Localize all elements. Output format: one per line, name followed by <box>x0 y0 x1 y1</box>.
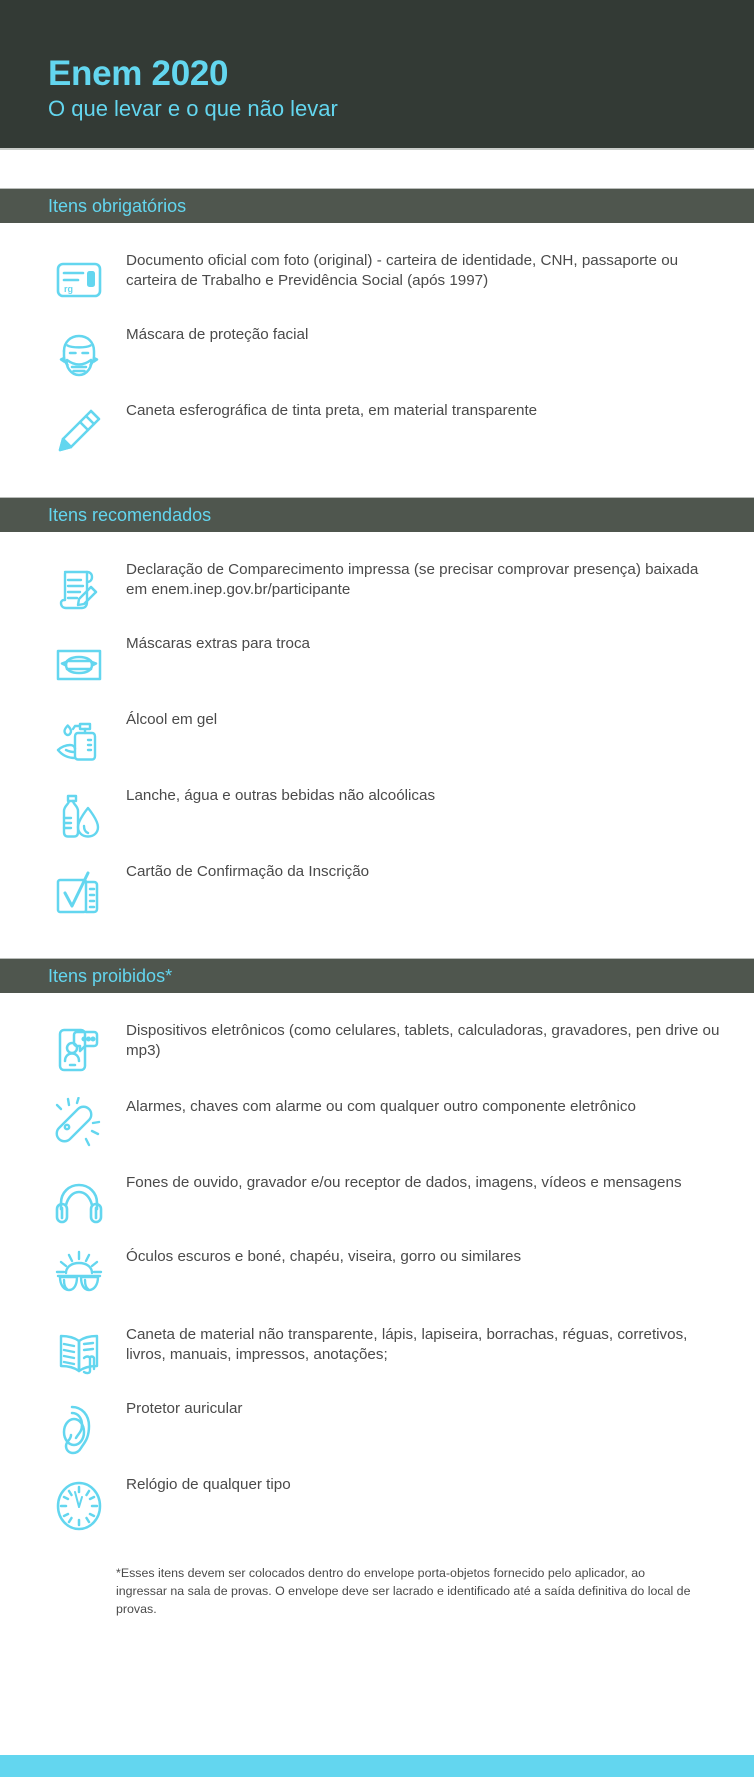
mask-box-icon <box>48 634 110 696</box>
alarm-bell-icon <box>48 1095 110 1157</box>
spacer <box>0 924 754 958</box>
item-list-recomendados <box>0 558 754 924</box>
list-item <box>0 1171 754 1233</box>
list-item-label: Documento oficial com foto (original) - carteira de identidade, CNH, passaporte ou carteira de Trabalho e Previdência Social (após 1997) <box>126 252 679 290</box>
list-item-label: Protetor auricular <box>126 1400 243 1417</box>
page-header <box>0 0 754 148</box>
list-item <box>0 786 754 848</box>
list-item <box>0 401 754 463</box>
spacer <box>0 696 754 710</box>
spacer <box>0 1461 754 1475</box>
footnote-text: *Esses itens devem ser colocados dentro do envelope porta-objetos fornecido pelo aplicador, ao ingressar na sala de provas. O envelope deve ser lacrado e identificado até a saída definitiva do local de provas. <box>0 1537 754 1641</box>
bottom-accent-bar <box>0 1755 754 1777</box>
section-header-recomendados <box>0 498 754 532</box>
list-item <box>0 1475 754 1537</box>
list-item-label: Álcool em gel <box>126 711 218 728</box>
spacer <box>0 1385 754 1399</box>
hand-sanitizer-icon <box>48 710 110 772</box>
ear-icon <box>48 1399 110 1461</box>
list-item-label: Máscara de proteção facial <box>126 326 309 343</box>
section-header-proibidos <box>0 959 754 993</box>
spacer <box>0 772 754 786</box>
list-item <box>0 710 754 772</box>
spacer <box>0 1233 754 1247</box>
list-item-label: Declaração de Comparecimento impressa (se precisar comprovar presença) baixada em enem.inep.gov.br/participante <box>126 561 699 599</box>
page-subtitle: O que levar e o que não levar <box>48 95 338 121</box>
section-title-proibidos: Itens proibidos* <box>48 966 173 986</box>
page-title: Enem 2020 <box>48 53 229 93</box>
spacer <box>0 620 754 634</box>
list-item <box>0 1399 754 1461</box>
open-book-icon <box>48 1323 110 1385</box>
water-bottle-icon <box>48 786 110 848</box>
list-item <box>0 1323 754 1385</box>
section-header-obrigatorios <box>0 189 754 223</box>
sunglasses-icon <box>48 1247 110 1309</box>
list-item-label: Caneta esferográfica de tinta preta, em material transparente <box>126 402 538 419</box>
clock-icon <box>48 1475 110 1537</box>
list-item-label: Óculos escuros e boné, chapéu, viseira, gorro ou similares <box>126 1248 522 1265</box>
list-item <box>0 1095 754 1157</box>
list-item-label: Cartão de Confirmação da Inscrição <box>126 863 370 880</box>
item-list-proibidos <box>0 1019 754 1537</box>
list-item-label: Máscaras extras para troca <box>126 635 311 652</box>
list-item-label: Alarmes, chaves com alarme ou com qualquer outro componente eletrônico <box>126 1098 636 1115</box>
document-pen-icon <box>48 558 110 620</box>
section-title-obrigatorios: Itens obrigatórios <box>48 196 187 216</box>
section-title-recomendados: Itens recomendados <box>48 505 212 525</box>
spacer <box>0 848 754 862</box>
smartphone-chat-icon <box>48 1019 110 1081</box>
header-spacer <box>0 150 754 188</box>
spacer <box>0 463 754 497</box>
spacer <box>0 223 754 249</box>
list-item-label: Relógio de qualquer tipo <box>126 1476 291 1493</box>
list-item-label: Fones de ouvido, gravador e/ou receptor de dados, imagens, vídeos e mensagens <box>126 1174 682 1191</box>
face-mask-icon <box>48 325 110 387</box>
list-item <box>0 249 754 311</box>
list-item <box>0 1019 754 1081</box>
spacer <box>0 1157 754 1171</box>
spacer <box>0 1309 754 1323</box>
spacer <box>0 387 754 401</box>
list-item <box>0 558 754 620</box>
spacer <box>0 532 754 558</box>
spacer <box>0 993 754 1019</box>
spacer <box>0 311 754 325</box>
list-item <box>0 634 754 696</box>
item-list-obrigatorios <box>0 249 754 463</box>
id-card-icon <box>48 249 110 311</box>
id-card-label: rg <box>64 284 73 294</box>
list-item <box>0 325 754 387</box>
pen-icon <box>48 401 110 463</box>
list-item-label: Dispositivos eletrônicos (como celulares, tablets, calculadoras, gravadores, pen drive ou mp3) <box>126 1022 720 1060</box>
list-item-label: Lanche, água e outras bebidas não alcoólicas <box>126 787 436 804</box>
spacer <box>0 1081 754 1095</box>
list-item-label: Caneta de material não transparente, lápis, lapiseira, borrachas, réguas, corretivos, livros, manuais, impressos, anotações; <box>126 1326 688 1364</box>
list-item <box>0 862 754 924</box>
checkbox-card-icon <box>48 862 110 924</box>
list-item <box>0 1247 754 1309</box>
headphones-icon <box>48 1171 110 1233</box>
